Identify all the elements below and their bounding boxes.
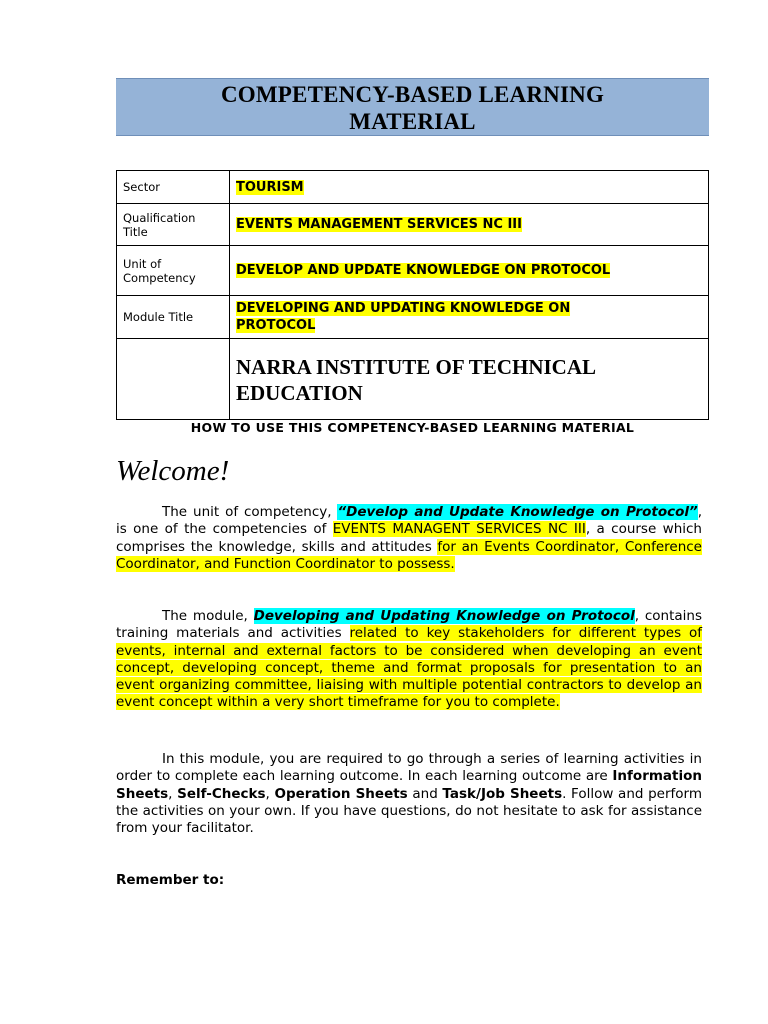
unit-value-text: DEVELOP AND UPDATE KNOWLEDGE ON PROTOCOL — [236, 263, 611, 278]
paragraph-instructions — [116, 751, 702, 837]
p3-sep-2: , — [265, 785, 275, 802]
table-row-qualification — [117, 204, 709, 246]
document-title-band — [116, 78, 709, 136]
welcome-heading: Welcome! — [116, 455, 230, 487]
sector-label: Sector — [117, 171, 230, 204]
p3-task-job-sheets: Task/Job Sheets — [442, 785, 563, 802]
paragraph-module — [116, 608, 702, 712]
document-title-line-1: COMPETENCY-BASED LEARNING — [220, 82, 605, 107]
qualification-label-line-2: Title — [123, 224, 148, 239]
unit-label — [117, 246, 230, 296]
module-label: Module Title — [117, 296, 230, 339]
p2-module-title: Developing and Updating Knowledge on Protocol — [253, 608, 635, 624]
p1-qualification: EVENTS MANAGENT SERVICES NC III — [332, 521, 586, 538]
sector-value — [230, 171, 709, 204]
module-value-line-2: PROTOCOL — [236, 318, 316, 333]
p1-text-2: , is one of the competencies of — [116, 504, 702, 538]
p1-unit-title: “Develop and Update Knowledge on Protocol” — [337, 504, 698, 520]
remember-heading: Remember to: — [116, 872, 225, 888]
how-to-heading: HOW TO USE THIS COMPETENCY-BASED LEARNING MATERIAL — [190, 420, 635, 435]
qualification-value — [230, 204, 709, 246]
institution-cell — [230, 339, 709, 420]
paragraph-unit-of-competency — [116, 504, 702, 573]
p3-operation-sheets: Operation Sheets — [274, 785, 408, 802]
table-row-sector — [117, 171, 709, 204]
table-row-institution — [117, 339, 709, 420]
p3-text-2: . Follow and perform the activities on your own. If you have questions, do not hesitate to ask for assistance from your facilitator. — [116, 785, 702, 837]
unit-label-line-2: Competency — [123, 270, 196, 285]
institution-line-1: NARRA INSTITUTE OF TECHNICAL — [236, 355, 596, 379]
institution-line-2: EDUCATION — [236, 381, 363, 405]
p2-text-2: , contains training materials and activities — [116, 608, 702, 642]
table-row-module — [117, 296, 709, 339]
p1-text-1: The unit of competency, — [162, 504, 338, 520]
p1-text-3: , a course which comprises the knowledge, skills and attitudes — [116, 521, 702, 555]
qualification-value-text: EVENTS MANAGEMENT SERVICES NC III — [236, 217, 522, 232]
p2-description: related to key stakeholders for different types of events, internal and external factors to be considered when developing an event concept, developing concept, theme and format proposals for presentation to an event organizing committee, liaising with multiple potential contractors to develop an event concept within a very short timeframe for you to complete. — [116, 625, 703, 711]
unit-value — [230, 246, 709, 296]
p1-roles: for an Events Coordinator, Conference Coordinator, and Function Coordinator to possess. — [116, 538, 702, 572]
module-value-line-1: DEVELOPING AND UPDATING KNOWLEDGE ON — [236, 301, 571, 316]
qualification-label — [117, 204, 230, 246]
sector-value-text: TOURISM — [236, 179, 304, 195]
p3-self-checks: Self-Checks — [177, 785, 266, 802]
qualification-label-line-1: Qualification — [123, 210, 196, 225]
module-info-table — [116, 170, 709, 420]
p3-information-sheets: Information Sheets — [116, 768, 702, 802]
institution-empty-cell — [117, 339, 230, 420]
p3-sep-1: , — [168, 785, 178, 802]
document-title-line-2: MATERIAL — [349, 109, 476, 134]
p3-text-1: In this module, you are required to go through a series of learning activities in order to complete each learning outcome. In each learning outcome are — [116, 751, 702, 785]
p3-sep-3: and — [407, 785, 443, 802]
table-row-unit — [117, 246, 709, 296]
unit-label-line-1: Unit of — [123, 256, 162, 271]
module-value — [230, 296, 709, 339]
p2-text-1: The module, — [162, 608, 254, 624]
